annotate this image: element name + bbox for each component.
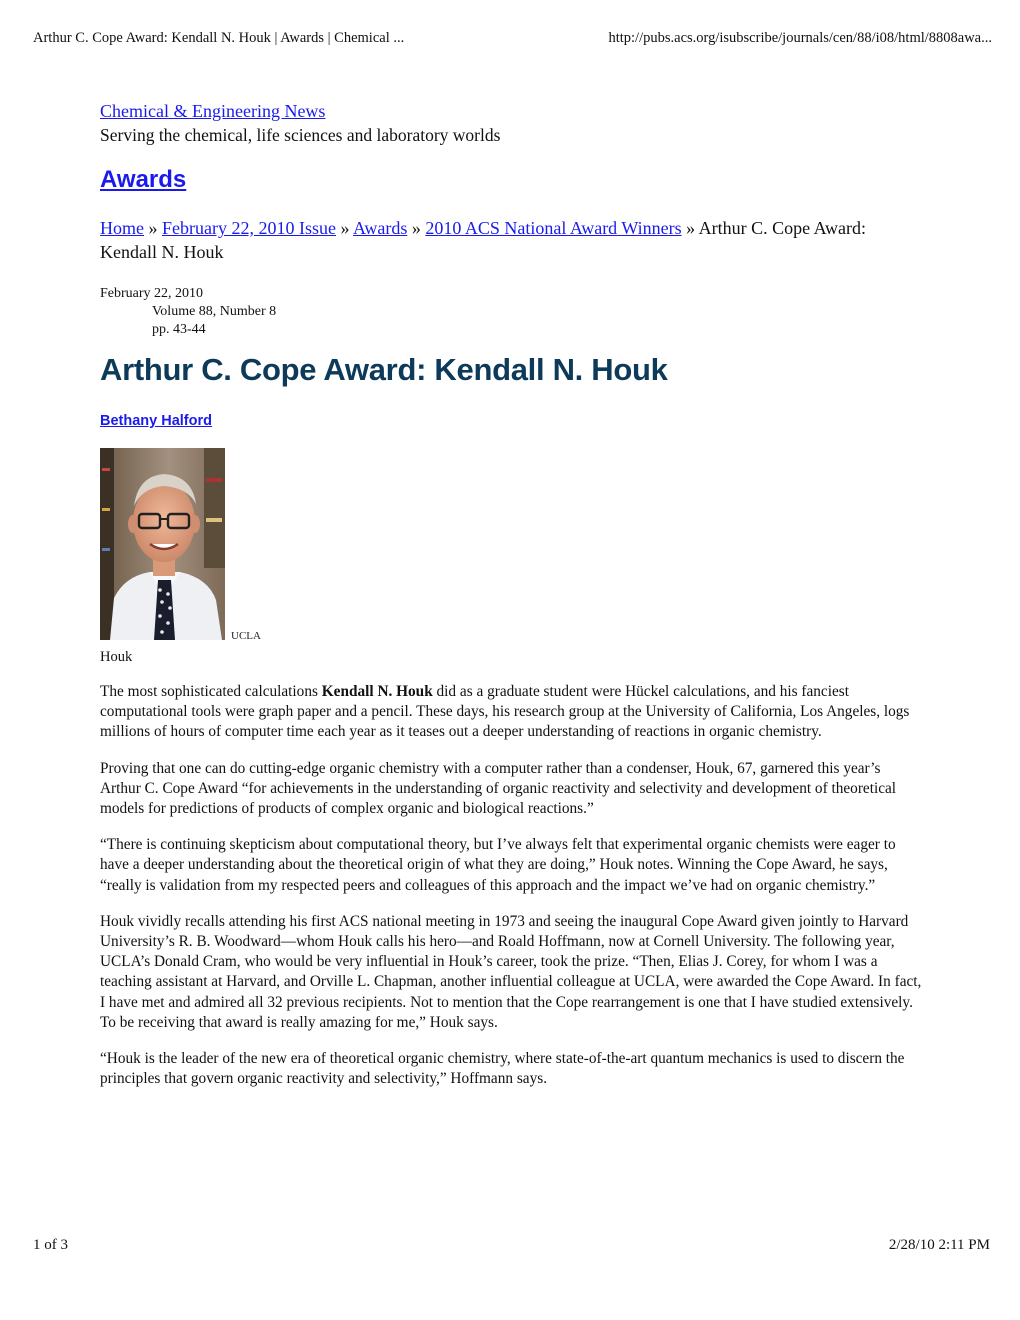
issue-info xyxy=(100,285,276,339)
author-link[interactable]: Bethany Halford xyxy=(100,413,212,429)
publication-tagline: Serving the chemical, life sciences and laboratory worlds xyxy=(100,125,501,145)
breadcrumb xyxy=(100,216,900,264)
breadcrumb-separator: » xyxy=(686,218,696,238)
breadcrumb-home[interactable]: Home xyxy=(100,218,144,238)
paragraph-1 xyxy=(100,682,922,743)
breadcrumb-issue[interactable]: February 22, 2010 Issue xyxy=(162,218,336,238)
page-number: 1 of 3 xyxy=(33,1237,68,1253)
paragraph-5: “Houk is the leader of the new era of theoretical organic chemistry, where state-of-the-art quantum mechanics is used to discern the principles that govern organic reactivity and selectivity,” Hoffmann says. xyxy=(100,1050,905,1088)
breadcrumb-separator: » xyxy=(148,218,158,238)
breadcrumb-separator: » xyxy=(411,218,421,238)
issue-date: February 22, 2010 xyxy=(100,286,204,301)
article-body xyxy=(100,682,922,1105)
paragraph-1-start: The most sophisticated calculations xyxy=(100,683,322,700)
photo-credit: UCLA xyxy=(231,630,261,642)
issue-volume: Volume 88, Number 8 xyxy=(152,304,277,319)
print-header-url: http://pubs.acs.org/isubscribe/journals/cen/88/i08/html/8808awa... xyxy=(608,30,992,46)
paragraph-4: Houk vividly recalls attending his first ACS national meeting in 1973 and seeing the inaugural Cope Award given jointly to Harvard University’s R. B. Woodward—whom Houk calls his hero—and Roald Hoffmann, now at Cornell University. The following year, UCLA’s Donald Cram, who would be very influential in Houk’s career, took the prize. “Then, Elias J. Corey, for whom I was a teaching assistant at Harvard, and Orville L. Chapman, another influential colleague at UCLA, were awarded the Cope Award. In fact, I have met and admired all 32 previous recipients. Not to mention that the Cope rearrangement is one that I have studied extensively. To be receiving that award is really amazing for me,” Houk says. xyxy=(100,912,922,1031)
print-header-title: Arthur C. Cope Award: Kendall N. Houk | Awards | Chemical ... xyxy=(33,30,405,46)
name-highlight: Kendall N. Houk xyxy=(321,683,433,700)
publication-link[interactable]: Chemical & Engineering News xyxy=(100,101,326,121)
paragraph-2: Proving that one can do cutting-edge organic chemistry with a computer rather than a condenser, Houk, 67, garnered this year’s Arthur C. Cope Award “for achievements in the understanding of organic reactivity and selectivity and development of theoretical models for predictions of products of complex organic and biological reactions.” xyxy=(100,759,897,818)
breadcrumb-current: Arthur C. Cope Award: Kendall N. Houk xyxy=(100,218,866,262)
print-datetime: 2/28/10 2:11 PM xyxy=(888,1237,990,1253)
issue-pages: pp. 43-44 xyxy=(152,322,206,337)
paragraph-3: “There is continuing skepticism about computational theory, but I’ve always felt that experimental organic chemists were eager to have a deeper understanding about the theoretical origin of what they are doing,” Houk notes. Winning the Cope Award, he says, “really is validation from my respected peers and colleagues of this approach and the impact we’ve had on organic chemistry.” xyxy=(100,836,896,894)
breadcrumb-award-winners[interactable]: 2010 ACS National Award Winners xyxy=(425,218,682,238)
breadcrumb-separator: » xyxy=(340,218,350,238)
breadcrumb-awards[interactable]: Awards xyxy=(353,218,408,238)
photo-caption: Houk xyxy=(100,649,133,665)
section-title-link[interactable]: Awards xyxy=(100,166,187,193)
houk-portrait-photo xyxy=(100,448,225,640)
article-title: Arthur C. Cope Award: Kendall N. Houk xyxy=(100,352,668,387)
paragraph-1-rest: did as a graduate student were Hückel calculations, and his fanciest computational tools were graph paper and a pencil. These days, his research group at the University of California, Los Angeles, logs millions of hours of computer time each year as it teases out a deeper understanding of reactions in organic chemistry. xyxy=(100,683,910,741)
